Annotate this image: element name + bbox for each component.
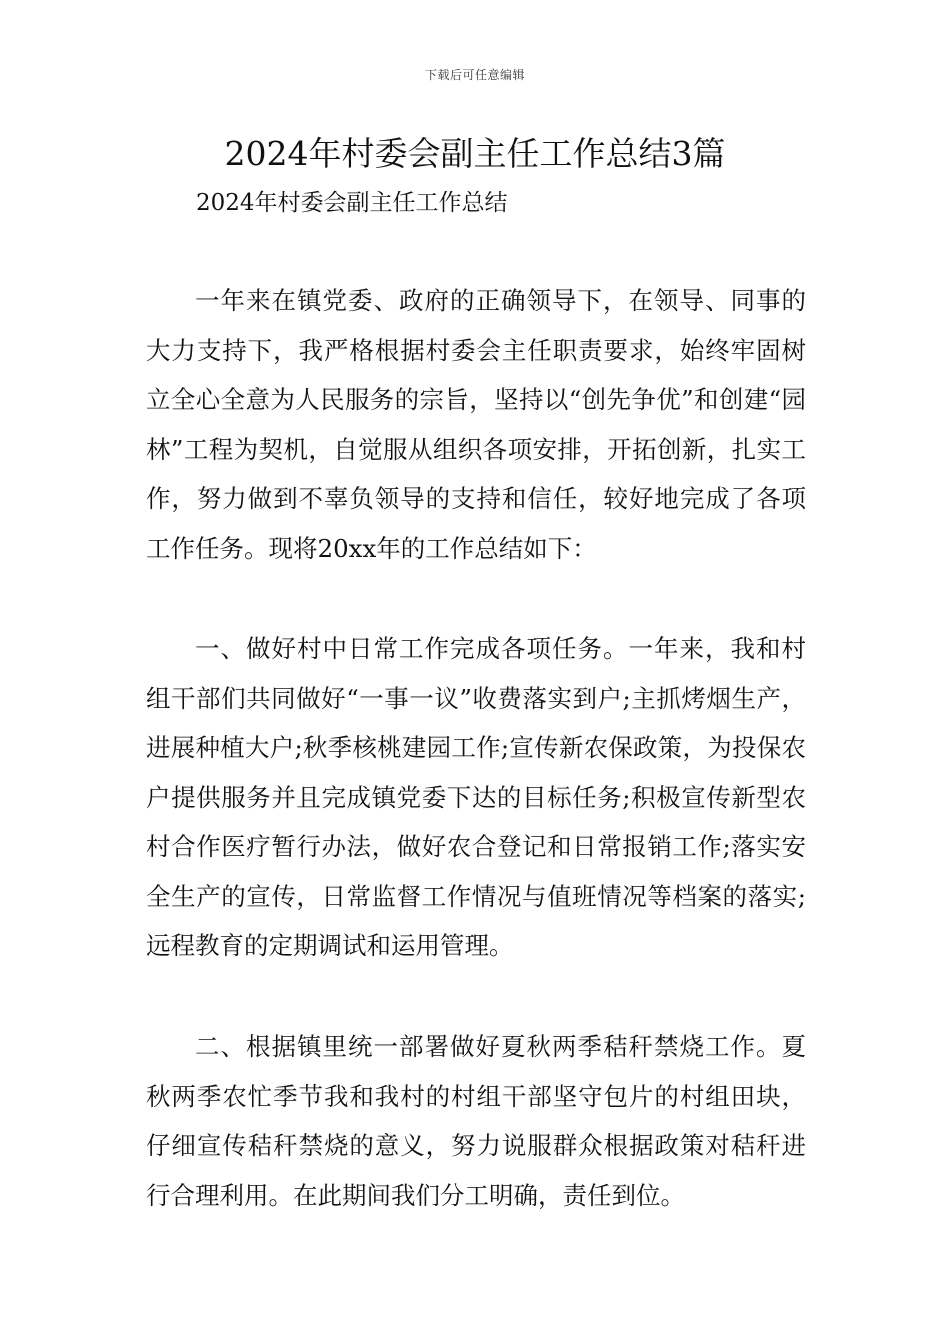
document-title: 2024年村委会副主任工作总结3篇 (224, 134, 726, 173)
body-paragraph-daily-work: 一、做好村中日常工作完成各项任务。一年来，我和村组干部们共同做好“一事一议”收费落实到户;主抓烤烟生产，进展种植大户;秋季核桃建园工作;宣传新农保政策，为投保农户提供服务并且完成镇党委下达的目标任务;积极宣传新型农村合作医疗暂行办法，做好农合登记和日常报销工作;落实安全生产的宣传，日常监督工作情况与值班情况等档案的落实;远程教育的定期调试和运用管理。 (146, 634, 806, 960)
header-note: 下载后可任意编辑 (424, 68, 525, 82)
document-subtitle: 2024年村委会副主任工作总结 (196, 190, 508, 216)
body-paragraph-intro: 一年来在镇党委、政府的正确领导下，在领导、同事的大力支持下，我严格根据村委会主任职责要求，始终牢固树立全心全意为人民服务的宗旨，坚持以“创先争优”和创建“园林”工程为契机，自觉服从组织各项安排，开拓创新，扎实工作，努力做到不辜负领导的支持和信任，较好地完成了各项工作任务。现将20xx年的工作总结如下： (146, 286, 806, 563)
body-paragraph-straw-burning: 二、根据镇里统一部署做好夏秋两季秸秆禁烧工作。夏秋两季农忙季节我和我村的村组干部坚守包片的村组田块，仔细宣传秸秆禁烧的意义，努力说服群众根据政策对秸秆进行合理利用。在此期间我们分工明确，责任到位。 (146, 1032, 806, 1210)
